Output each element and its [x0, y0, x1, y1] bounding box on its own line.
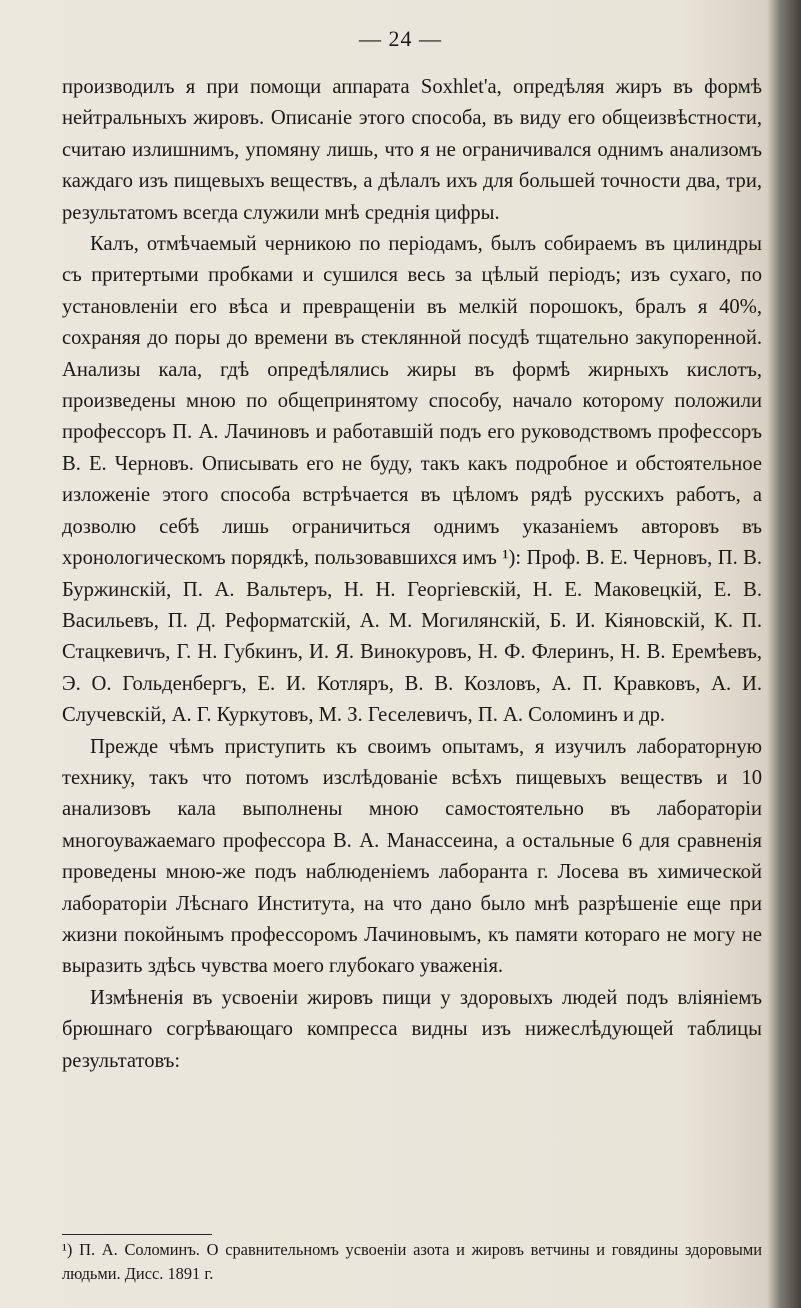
footnote: ¹) П. А. Соломинъ. О сравнительномъ усвоеніи азота и жировъ ветчины и говядины здоровыми людьми. Дисс. 1891 г.	[62, 1240, 762, 1283]
paragraph-3: Прежде чѣмъ приступить къ своимъ опытамъ, я изучилъ лабораторную технику, такъ что потомъ изслѣдованіе всѣхъ пищевыхъ веществъ и 10 анализовъ кала выполнены мною самостоятельно въ лабораторіи многоуважаемаго профессора В. А. Манассеина, а остальные 6 для сравненія проведены мною-же подъ наблюденіемъ лаборанта г. Лосева въ химической лабораторіи Лѣснаго Института, на что дано было мнѣ разрѣшеніе еще при жизни покойнымъ профессоромъ Лачиновымъ, къ памяти котораго не могу не выразить здѣсь чувства моего глубокаго уваженія.	[62, 735, 762, 978]
paragraph-4: Измѣненія въ усвоеніи жировъ пищи у здоровыхъ людей подъ вліяніемъ брюшнаго согрѣвающаго компресса видны изъ нижеслѣдующей таблицы результатовъ:	[62, 986, 762, 1072]
footnote-separator	[62, 1234, 212, 1235]
body-text	[62, 72, 762, 1077]
page-edge-shadow	[767, 0, 801, 1308]
paragraph-2: Калъ, отмѣчаемый черникою по періодамъ, былъ собираемъ въ цилиндры съ притертыми пробками и сушился весь за цѣлый періодъ; изъ сухаго, по установленіи его вѣса и превращеніи въ мелкій порошокъ, бралъ я 40%, сохраняя до поры до времени въ стеклянной посудѣ тщательно закупоренной. Анализы кала, гдѣ опредѣлялись жиры въ формѣ жирныхъ кислотъ, произведены мною по общепринятому способу, начало которому положили профессоръ П. А. Лачиновъ и работавшій подъ его руководствомъ профессоръ В. Е. Черновъ. Описывать его не буду, такъ какъ подробное и обстоятельное изложеніе этого способа встрѣчается въ цѣломъ рядѣ русскихъ работъ, а дозволю себѣ лишь ограничиться однимъ указаніемъ авторовъ въ хронологическомъ порядкѣ, пользовавшихся имъ ¹): Проф. В. Е. Черновъ, П. В. Буржинскій, П. А. Вальтеръ, Н. Н. Георгіевскій, Н. Е. Маковецкій, Е. В. Васильевъ, П. Д. Реформатскій, А. М. Могилянскій, Б. И. Кіяновскій, К. П. Стацкевичъ, Г. Н. Губкинъ, И. Я. Винокуровъ, Н. Ф. Флеринъ, Н. В. Еремѣевъ, Э. О. Гольденбергъ, Е. И. Котляръ, В. В. Козловъ, А. П. Кравковъ, А. И. Случевскій, А. Г. Куркутовъ, М. З. Геселевичъ, П. А. Соломинъ и др.	[62, 233, 762, 727]
paragraph-1: производилъ я при помощи аппарата Soxhlet'а, опредѣляя жиръ въ формѣ нейтральныхъ жировъ. Описаніе этого способа, въ виду его общеизвѣстности, считаю излишнимъ, упомяну лишь, что я не ограничивался однимъ анализомъ каждаго изъ пищевыхъ веществъ, а дѣлалъ ихъ для большей точности два, три, результатомъ всегда служили мнѣ среднія цифры.	[62, 76, 762, 224]
page-number: — 24 —	[359, 26, 442, 51]
